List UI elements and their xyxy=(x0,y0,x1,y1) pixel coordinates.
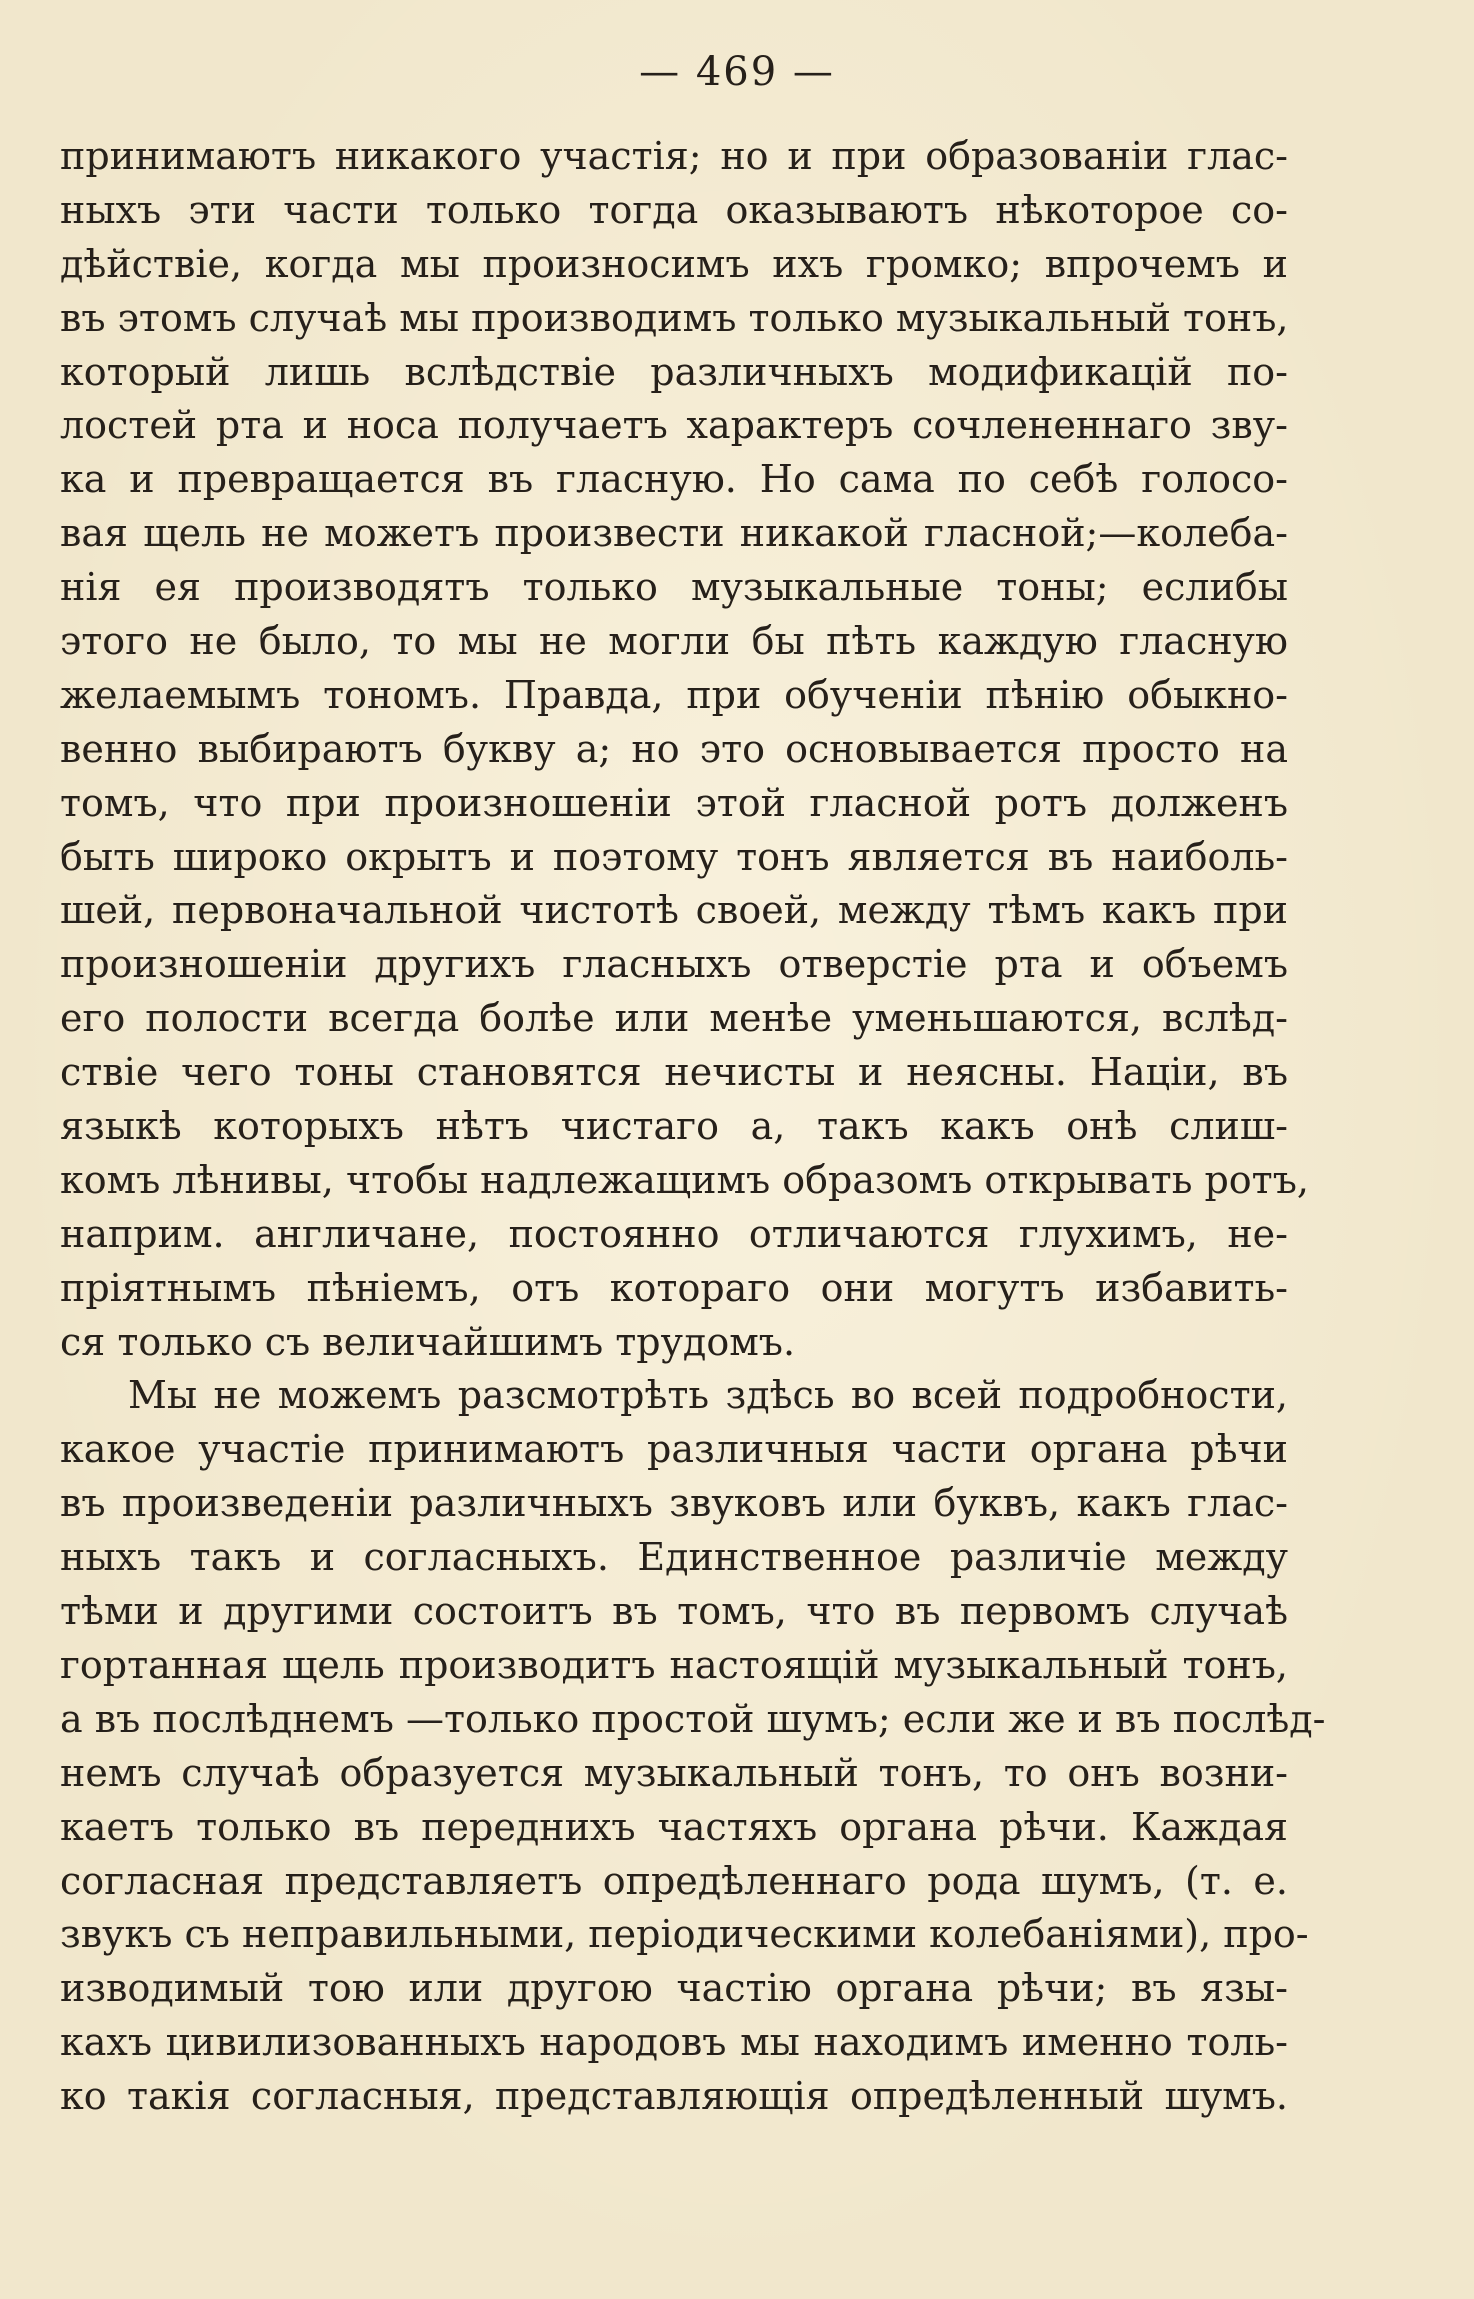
page-number: — 469 — xyxy=(639,49,835,95)
text-line: немъ случаѣ образуется музыкальный тонъ, то онъ возни- xyxy=(60,1750,1288,1795)
text-line: ствіе чего тоны становятся нечисты и неясны. Націи, въ xyxy=(60,1050,1288,1095)
text-line: ныхъ такъ и согласныхъ. Единственное различіе между xyxy=(60,1535,1288,1580)
text-line: въ этомъ случаѣ мы производимъ только музыкальный тонъ, xyxy=(60,295,1289,340)
text-line: кахъ цивилизованныхъ народовъ мы находимъ именно толь- xyxy=(60,2020,1288,2065)
text-line: звукъ съ неправильными, періодическими колебаніями), про- xyxy=(60,1912,1309,1957)
text-line: произношеніи другихъ гласныхъ отверстіе рта и объемъ xyxy=(60,942,1288,987)
text-line: изводимый тою или другою частію органа рѣчи; въ язы- xyxy=(60,1966,1288,2011)
text-line: наприм. англичане, постоянно отличаются глухимъ, не- xyxy=(60,1211,1288,1256)
body-text xyxy=(60,130,1326,2124)
text-line: этого не было, то мы не могли бы пѣть каждую гласную xyxy=(60,619,1288,664)
text-line: лостей рта и носа получаетъ характеръ сочлененнаго зву- xyxy=(60,403,1288,448)
text-line: вая щель не можетъ произвести никакой гласной;—колеба- xyxy=(60,511,1288,556)
text-line: венно выбираютъ букву а; но это основывается просто на xyxy=(60,726,1288,771)
text-line: тѣми и другими состоитъ въ томъ, что въ первомъ случаѣ xyxy=(60,1589,1288,1634)
text-line: комъ лѣнивы, чтобы надлежащимъ образомъ открывать ротъ, xyxy=(60,1157,1309,1202)
text-line: ко такія согласныя, представляющія опредѣленный шумъ. xyxy=(60,2074,1288,2119)
text-line: который лишь вслѣдствіе различныхъ модификацій по- xyxy=(60,349,1288,394)
paragraph-1 xyxy=(60,130,1309,1369)
text-line: томъ, что при произношеніи этой гласной ротъ долженъ xyxy=(60,780,1288,825)
text-line: Мы не можемъ разсмотрѣть здѣсь во всей подробности, xyxy=(128,1373,1288,1418)
paragraph-2 xyxy=(60,1369,1326,2123)
text-line: желаемымъ тономъ. Правда, при обученіи пѣнію обыкно- xyxy=(60,672,1288,717)
text-line: принимаютъ никакого участія; но и при образованіи глас- xyxy=(60,134,1288,178)
text-line: въ произведеніи различныхъ звуковъ или буквъ, какъ глас- xyxy=(60,1481,1288,1526)
text-line: ка и превращается въ гласную. Но сама по себѣ голосо- xyxy=(60,457,1288,502)
text-line: каетъ только въ переднихъ частяхъ органа рѣчи. Каждая xyxy=(60,1804,1288,1849)
text-line: ныхъ эти части только тогда оказываютъ нѣкоторое со- xyxy=(60,187,1288,232)
text-line: его полости всегда болѣе или менѣе уменьшаются, вслѣд- xyxy=(60,996,1288,1041)
text-line: пріятнымъ пѣніемъ, отъ котораго они могутъ избавить- xyxy=(60,1265,1288,1310)
text-line: языкѣ которыхъ нѣтъ чистаго а, такъ какъ онѣ слиш- xyxy=(60,1104,1288,1149)
text-line: какое участіе принимаютъ различныя части органа рѣчи xyxy=(60,1427,1288,1472)
text-line: а въ послѣднемъ —только простой шумъ; если же и въ послѣд- xyxy=(60,1696,1326,1741)
text-line: шей, первоначальной чистотѣ своей, между тѣмъ какъ при xyxy=(60,888,1288,933)
text-line: нія ея производятъ только музыкальные тоны; еслибы xyxy=(60,565,1288,610)
text-line: ся только съ величайшимъ трудомъ. xyxy=(60,1319,796,1364)
text-line: согласная представляетъ опредѣленнаго рода шумъ, (т. е. xyxy=(60,1858,1288,1903)
text-line: быть широко окрытъ и поэтому тонъ является въ наиболь- xyxy=(60,834,1288,879)
text-line: гортанная щель производитъ настоящій музыкальный тонъ, xyxy=(60,1642,1288,1687)
text-line: дѣйствіе, когда мы произносимъ ихъ громко; впрочемъ и xyxy=(60,241,1288,286)
